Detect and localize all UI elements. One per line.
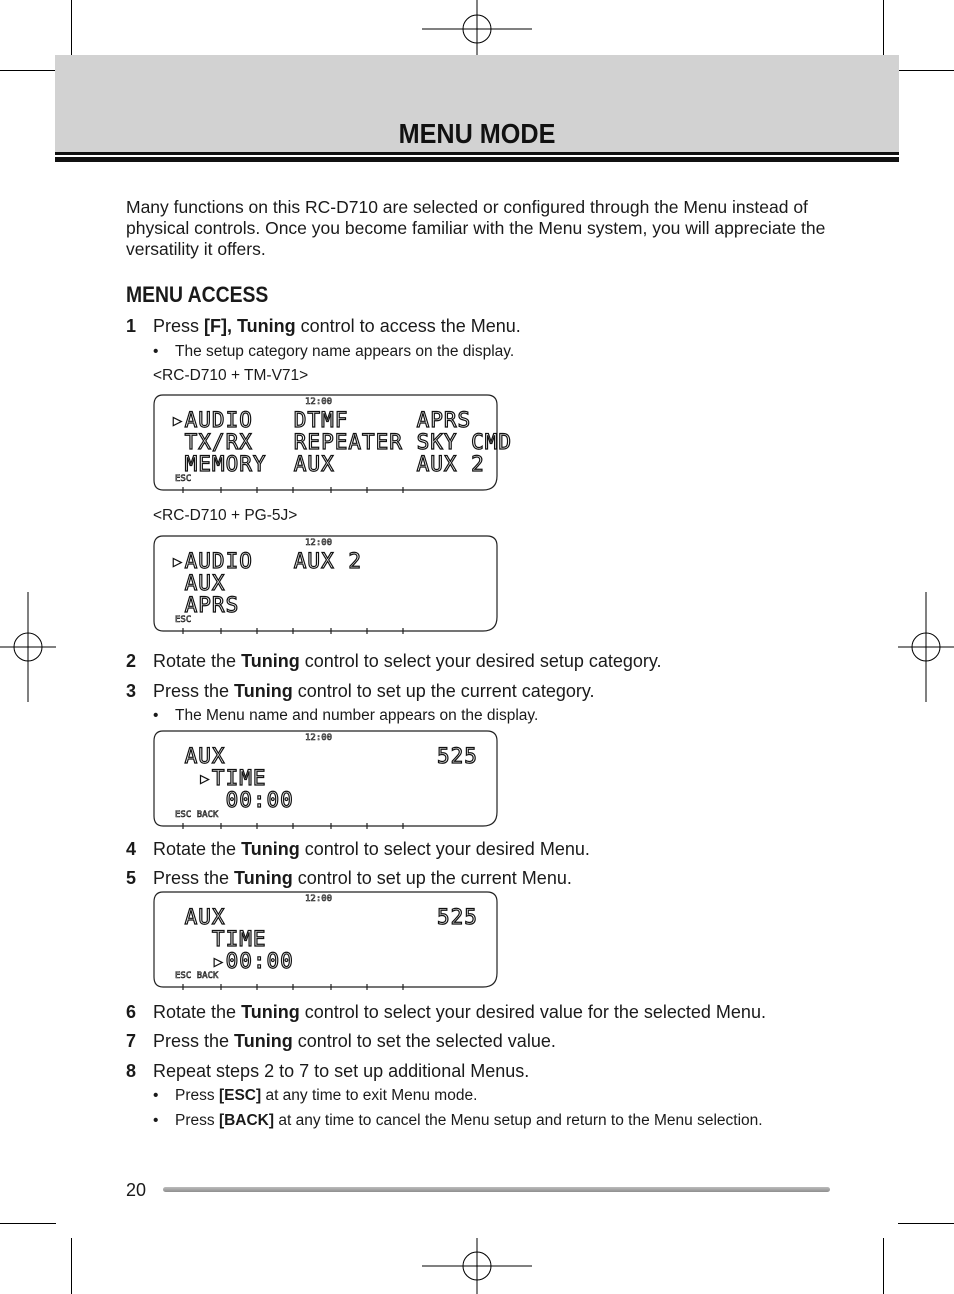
page-title: MENU MODE: [398, 118, 556, 149]
registration-mark-icon: [422, 1238, 532, 1294]
lcd-display: [153, 535, 498, 632]
lcd-display: [153, 891, 498, 988]
step-number: 5: [126, 868, 137, 888]
step-number: 6: [126, 1002, 137, 1022]
registration-mark-icon: [422, 0, 532, 56]
crop-mark: [71, 1238, 72, 1294]
registration-mark-icon: [0, 592, 56, 702]
display-caption: <RC-D710 + PG-5J>: [153, 507, 298, 524]
lcd-clock: 12:00: [305, 397, 333, 407]
lcd-row: AUX: [171, 905, 226, 929]
registration-mark-icon: [898, 592, 954, 702]
lcd-row: ▸AUDIO AUX 2: [171, 549, 363, 573]
step-number: 7: [126, 1031, 137, 1051]
lcd-softkey-label: ESC BACK: [175, 971, 219, 981]
step-number: 3: [126, 681, 137, 701]
lcd-row: APRS: [171, 593, 240, 617]
lcd-softkey-label: ESC: [175, 474, 192, 484]
section-title: MENU ACCESS: [126, 282, 269, 307]
step-number: 8: [126, 1061, 137, 1081]
crop-mark: [883, 0, 884, 56]
crop-mark: [0, 70, 56, 71]
lcd-clock: 12:00: [305, 894, 333, 904]
lcd-row: TX/RX REPEATER SKY CMD: [171, 430, 513, 454]
crop-mark: [71, 0, 72, 56]
lcd-row: ▸AUDIO DTMF APRS: [171, 408, 472, 432]
crop-mark: [0, 1223, 56, 1224]
lcd-display: [153, 394, 513, 491]
lcd-row: AUX: [171, 744, 226, 768]
step-number: 1: [126, 316, 137, 336]
page-number: 20: [126, 1180, 147, 1200]
lcd-row: AUX: [171, 571, 226, 595]
crop-mark: [898, 1223, 954, 1224]
lcd-menu-number: 525: [437, 744, 478, 768]
step-number: 4: [126, 839, 137, 859]
lcd-row: MEMORY AUX AUX 2: [171, 452, 485, 476]
lcd-clock: 12:00: [305, 538, 333, 548]
lcd-softkey-label: ESC: [175, 615, 192, 625]
lcd-row: ▸TIME: [171, 766, 267, 790]
intro-paragraph: Many functions on this RC-D710 are selected or configured through the Menu instead of physical controls. Once you become familiar with the Menu system, you will appreciate the versatility it offers.: [126, 197, 826, 259]
lcd-row: ▸00:00: [171, 949, 294, 973]
lcd-clock: 12:00: [305, 733, 333, 743]
header-rule-thick: [55, 157, 899, 162]
footer-bar: [163, 1187, 830, 1192]
step-number: 2: [126, 651, 137, 671]
display-caption: <RC-D710 + TM-V71>: [153, 367, 309, 384]
lcd-menu-number: 525: [437, 905, 478, 929]
crop-mark: [898, 70, 954, 71]
lcd-row: TIME: [171, 927, 267, 951]
header-rule: [55, 152, 899, 155]
crop-mark: [883, 1238, 884, 1294]
lcd-display: [153, 730, 498, 827]
lcd-softkey-label: ESC BACK: [175, 810, 219, 820]
lcd-row: 00:00: [171, 788, 294, 812]
